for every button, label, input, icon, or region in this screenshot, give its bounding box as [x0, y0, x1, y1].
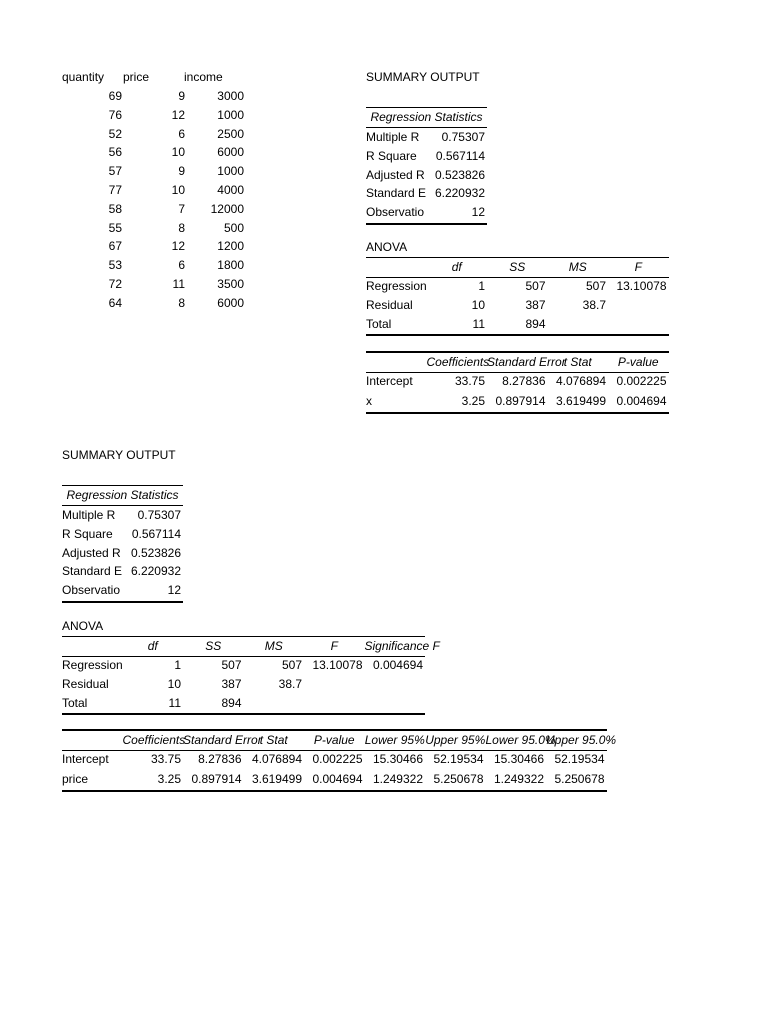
- anova-cell: 13.10078: [312, 658, 363, 672]
- reg-stats-value: 0.75307: [137, 508, 181, 522]
- raw-data-cell: 1000: [217, 107, 244, 122]
- reg-stats-label: Multiple R: [366, 130, 420, 144]
- coef-cell: 1.249322: [493, 771, 544, 786]
- anova-bottom-rule: [366, 334, 669, 336]
- anova-header: SS: [205, 639, 222, 653]
- coef-row-label: Intercept: [366, 374, 413, 388]
- anova-header: df: [147, 639, 158, 653]
- raw-data-cell: 3000: [217, 89, 244, 103]
- coef-cell: 52.19534: [554, 752, 605, 766]
- coef-cell: 0.002225: [312, 752, 363, 766]
- anova-cell: 507: [281, 658, 302, 672]
- coef-cell: 15.30466: [493, 752, 544, 766]
- coef-header: Upper 95%: [425, 733, 486, 747]
- anova-cell: 894: [221, 695, 242, 710]
- reg-stats-label: Multiple R: [62, 508, 116, 522]
- coef-header: Lower 95%: [364, 733, 425, 747]
- coef-cell: 4.076894: [251, 752, 302, 766]
- reg-stats-value: 12: [167, 583, 181, 598]
- anova-row-label: Residual: [62, 676, 109, 691]
- coef-header: t Stat: [259, 733, 288, 747]
- coef-cell: 52.19534: [433, 752, 484, 766]
- reg-stats-label: Observatio: [366, 205, 425, 220]
- anova-cell: 10: [167, 676, 181, 691]
- raw-data-cell: 3500: [217, 277, 244, 291]
- anova-header: MS: [568, 260, 587, 274]
- raw-data-cell: 2500: [217, 126, 244, 141]
- reg-stats-bottom-rule: [366, 223, 487, 225]
- reg-stats-label: Standard E: [62, 564, 123, 579]
- reg-stats-label: R Square: [366, 148, 417, 163]
- coef-header: Coefficients: [122, 733, 186, 747]
- coef-cell: 3.619499: [555, 393, 606, 408]
- reg-stats-value: 0.567114: [435, 148, 485, 163]
- anova-cell: 507: [525, 279, 546, 293]
- raw-data-cell: 10: [171, 145, 185, 160]
- coef-bottom-rule: [62, 790, 607, 792]
- raw-data-cell: 10: [171, 183, 185, 197]
- raw-data-cell: 58: [108, 201, 122, 216]
- coef-cell: 0.897914: [495, 393, 546, 408]
- coef-cell: 3.619499: [251, 771, 302, 786]
- reg-stats-bottom-rule: [62, 601, 183, 603]
- raw-data-header: price: [123, 70, 150, 84]
- raw-data-cell: 6000: [217, 145, 244, 160]
- raw-data-cell: 6000: [217, 295, 244, 310]
- anova-cell: 1: [174, 658, 181, 672]
- anova-cell: 11: [472, 316, 485, 331]
- raw-data-cell: 56: [108, 145, 122, 160]
- coef-cell: 1.249322: [372, 771, 423, 786]
- raw-data-cell: 8: [178, 295, 185, 310]
- raw-data-cell: 9: [178, 89, 185, 103]
- coef-cell: 5.250678: [433, 771, 484, 786]
- raw-data-cell: 64: [108, 295, 122, 310]
- raw-data-cell: 69: [108, 89, 122, 103]
- anova-title: ANOVA: [62, 619, 104, 633]
- raw-data-cell: 6: [178, 258, 185, 273]
- reg-stats-label: Adjusted R: [366, 167, 425, 182]
- raw-data-cell: 77: [108, 183, 122, 197]
- anova-cell: 10: [471, 297, 485, 312]
- raw-data-cell: 72: [108, 277, 122, 291]
- raw-data-cell: 12: [171, 239, 185, 254]
- summary-title: SUMMARY OUTPUT: [62, 448, 176, 462]
- reg-stats-label: Observatio: [62, 583, 121, 598]
- anova-cell: [548, 315, 607, 334]
- anova-title: ANOVA: [366, 240, 408, 254]
- raw-data-cell: 4000: [217, 183, 244, 197]
- coef-cell: 33.75: [150, 752, 181, 766]
- raw-data-cell: 57: [108, 164, 122, 179]
- anova-row-label: Total: [366, 316, 392, 331]
- coef-cell: 3.25: [157, 771, 181, 786]
- anova-cell: 507: [585, 279, 606, 293]
- anova-cell: 11: [168, 695, 181, 710]
- reg-stats-value: 0.567114: [131, 526, 181, 541]
- anova-cell: [304, 675, 363, 694]
- anova-header: SS: [509, 260, 526, 274]
- anova-cell: 894: [525, 316, 546, 331]
- anova-cell: 38.7: [582, 297, 606, 312]
- raw-data-cell: 7: [178, 201, 185, 216]
- reg-stats-value: 0.523826: [130, 545, 181, 560]
- reg-stats-value: 6.220932: [130, 564, 181, 579]
- anova-header: df: [451, 260, 462, 274]
- coef-header: Lower 95.0%: [485, 733, 556, 747]
- coef-header: Standard Error: [183, 733, 262, 747]
- raw-data-cell: 76: [108, 107, 122, 122]
- raw-data-cell: 67: [108, 239, 122, 254]
- coef-cell: 0.004694: [616, 393, 667, 408]
- reg-stats-value: 6.220932: [434, 186, 485, 201]
- raw-data-header: income: [184, 70, 223, 84]
- coef-row-label: price: [62, 771, 89, 786]
- raw-data-cell: 1000: [217, 164, 244, 179]
- coef-cell: 8.27836: [502, 374, 546, 388]
- reg-stats-label: R Square: [62, 526, 113, 541]
- anova-header: F: [634, 260, 642, 274]
- anova-cell: [244, 694, 303, 713]
- coef-cell: 8.27836: [198, 752, 242, 766]
- raw-data-cell: 12000: [210, 201, 244, 216]
- coef-row-label: x: [366, 393, 372, 408]
- anova-cell: 387: [221, 676, 242, 691]
- reg-stats-value: 0.75307: [441, 130, 485, 144]
- coef-bottom-rule: [366, 412, 669, 414]
- reg-stats-label: Adjusted R: [62, 545, 121, 560]
- raw-data-cell: 1200: [217, 239, 244, 254]
- summary-title: SUMMARY OUTPUT: [366, 70, 480, 84]
- anova-row-label: Total: [62, 695, 88, 710]
- coef-header: P-value: [313, 733, 355, 747]
- coef-header: P-value: [617, 355, 659, 369]
- anova-header: MS: [264, 639, 283, 653]
- anova-cell: 13.10078: [616, 279, 667, 293]
- raw-data-cell: 12: [171, 107, 185, 122]
- anova-row-label: Regression: [366, 279, 427, 293]
- raw-data-cell: 55: [108, 220, 122, 235]
- reg-stats-value: 12: [471, 205, 485, 220]
- anova-row-label: Regression: [62, 658, 123, 672]
- anova-row-label: Residual: [366, 297, 413, 312]
- anova-cell: [365, 675, 424, 694]
- anova-cell: 38.7: [278, 676, 302, 691]
- raw-data-cell: 52: [108, 126, 122, 141]
- raw-data-header: quantity: [62, 70, 105, 84]
- anova-cell: 1: [478, 279, 485, 293]
- coef-cell: 15.30466: [372, 752, 423, 766]
- coef-header: Coefficients: [426, 355, 490, 369]
- anova-bottom-rule: [62, 713, 425, 715]
- raw-data-cell: 53: [108, 258, 122, 273]
- coef-header: t Stat: [563, 355, 592, 369]
- coef-cell: 3.25: [461, 393, 485, 408]
- reg-stats-header: Regression Statistics: [66, 488, 179, 502]
- reg-stats-label: Standard E: [366, 186, 427, 201]
- raw-data-cell: 6: [178, 126, 185, 141]
- anova-cell: [365, 694, 424, 713]
- coef-cell: 5.250678: [554, 771, 605, 786]
- coef-row-label: Intercept: [62, 752, 109, 766]
- reg-stats-header: Regression Statistics: [370, 110, 483, 124]
- raw-data-cell: 500: [223, 220, 244, 235]
- anova-cell: 0.004694: [372, 658, 423, 672]
- coef-cell: 33.75: [454, 374, 485, 388]
- anova-header: Significance F: [364, 639, 440, 653]
- coef-header: Upper 95.0%: [546, 733, 617, 747]
- anova-cell: 507: [221, 658, 242, 672]
- reg-stats-value: 0.523826: [434, 167, 485, 182]
- anova-cell: [608, 296, 667, 315]
- coef-cell: 4.076894: [555, 374, 606, 388]
- anova-cell: [608, 315, 667, 334]
- coef-header: Standard Error: [487, 355, 566, 369]
- coef-cell: 0.002225: [616, 374, 667, 388]
- raw-data-cell: 8: [178, 220, 185, 235]
- raw-data-cell: 9: [178, 164, 185, 179]
- anova-cell: 387: [525, 297, 546, 312]
- anova-cell: [304, 694, 363, 713]
- raw-data-cell: 1800: [217, 258, 244, 273]
- coef-cell: 0.004694: [312, 771, 363, 786]
- coef-cell: 0.897914: [191, 771, 242, 786]
- raw-data-cell: 11: [172, 277, 185, 291]
- anova-header: F: [330, 639, 338, 653]
